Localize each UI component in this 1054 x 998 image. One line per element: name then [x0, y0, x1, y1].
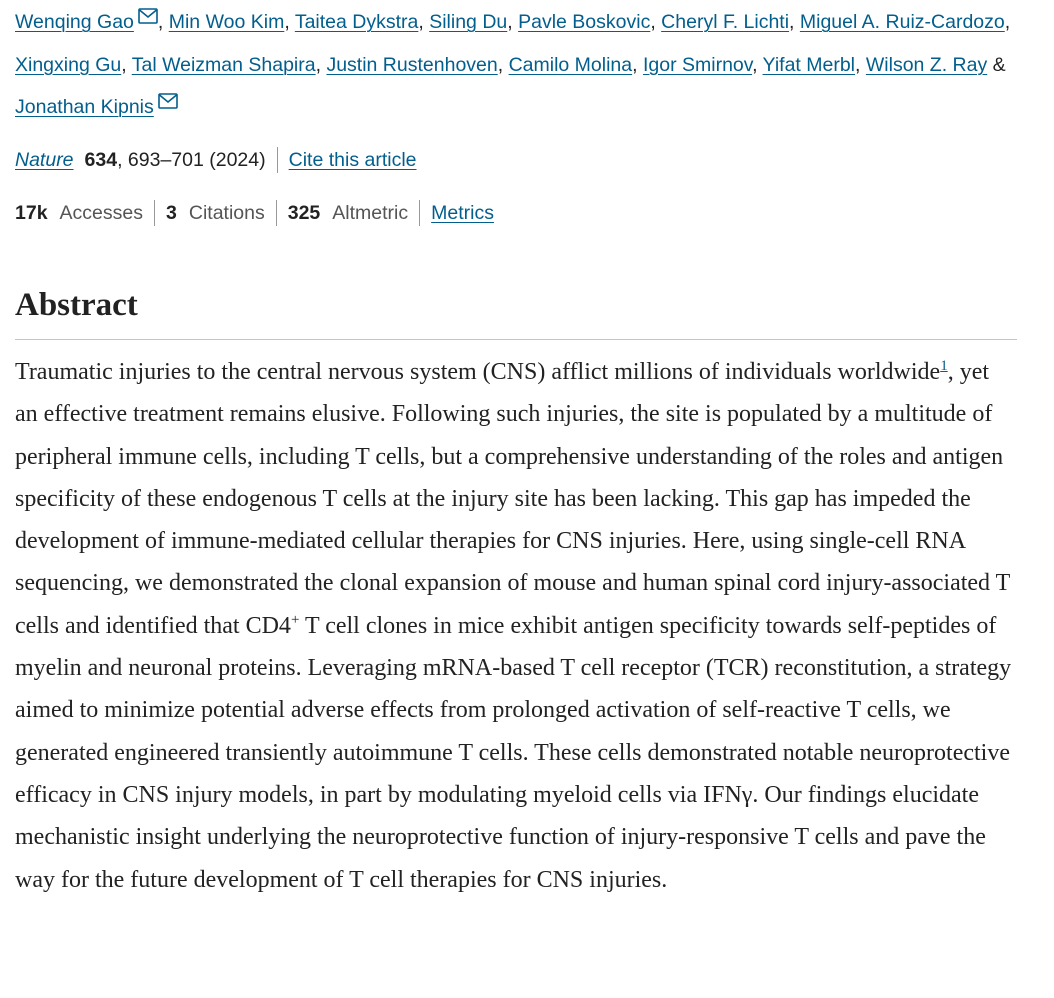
divider — [276, 200, 277, 226]
author-link[interactable]: Tal Weizman Shapira — [131, 53, 316, 76]
altmetric-label: Altmetric — [332, 201, 409, 224]
author-link[interactable]: Taitea Dykstra — [294, 11, 419, 33]
altmetric-score: 325 — [287, 201, 321, 224]
author-link[interactable]: Jonathan Kipnis — [15, 96, 154, 118]
pages-year: , 693–701 (2024) — [117, 148, 266, 171]
citations-label: Citations — [188, 201, 265, 224]
author-separator: , — [1004, 11, 1011, 33]
author-separator: , — [752, 53, 763, 76]
abstract-paragraph — [15, 351, 1017, 901]
author-link[interactable]: Wenqing Gao — [15, 11, 134, 33]
author-separator: , — [650, 11, 662, 33]
cite-article-link[interactable]: Cite this article — [288, 148, 417, 171]
author-list — [15, 0, 1017, 129]
mail-icon[interactable] — [138, 8, 158, 24]
author-separator: , — [855, 53, 866, 76]
citations-count: 3 — [166, 201, 177, 224]
author-separator: , — [632, 53, 643, 76]
author-link[interactable]: Justin Rustenhoven — [326, 53, 498, 76]
author-separator: , — [157, 11, 169, 33]
divider — [277, 147, 278, 173]
author-link[interactable]: Siling Du — [429, 11, 508, 33]
author-separator: , — [418, 11, 430, 33]
superscript-plus: + — [290, 611, 300, 628]
author-link[interactable]: Pavle Boskovic — [518, 11, 651, 33]
author-link[interactable]: Miguel A. Ruiz-Cardozo — [799, 11, 1005, 33]
author-separator: , — [315, 53, 327, 76]
abstract-heading: Abstract — [15, 287, 138, 323]
author-link[interactable]: Igor Smirnov — [642, 53, 753, 76]
section-divider — [15, 339, 1017, 340]
accesses-label: Accesses — [59, 201, 143, 224]
article-page — [15, 0, 1017, 893]
divider — [419, 200, 420, 226]
author-separator: , — [121, 53, 132, 76]
author-separator: , — [507, 11, 519, 33]
author-link[interactable]: Wilson Z. Ray — [865, 53, 988, 76]
journal-link[interactable]: Nature — [15, 148, 74, 171]
author-link[interactable]: Cheryl F. Lichti — [661, 11, 790, 33]
author-link[interactable]: Yifat Merbl — [762, 53, 856, 76]
abstract-text-part-3: T cell clones in mice exhibit antigen specificity towards self-peptides of myelin and neuronal proteins. Leveraging mRNA-based T cell receptor (TCR) reconstitution, a strategy aimed to minimize potential adverse effects from prolonged activation of self-reactive T cells, we generated engineered transiently autoimmune T cells. These cells demonstrated notable neuroprotective efficacy in CNS injury models, in part by modulating myeloid cells via IFNγ. Our findings elucidate mechanistic insight underlying the neuroprotective function of injury-responsive T cells and pave the way for the future development of T cell therapies for CNS injuries. — [15, 612, 1012, 893]
abstract-body — [15, 351, 1017, 901]
author-link[interactable]: Camilo Molina — [508, 53, 633, 76]
author-link[interactable]: Xingxing Gu — [15, 53, 122, 76]
author-separator: , — [284, 11, 295, 33]
author-separator: , — [497, 53, 509, 76]
metrics-link[interactable]: Metrics — [431, 201, 494, 224]
mail-icon[interactable] — [158, 93, 178, 109]
divider — [154, 200, 155, 226]
abstract-text-part-1: Traumatic injuries to the central nervous system (CNS) afflict millions of individuals worldwide — [15, 359, 941, 385]
accesses-count: 17k — [15, 201, 48, 224]
author-link[interactable]: Min Woo Kim — [168, 11, 285, 33]
metrics-bar — [15, 199, 1017, 227]
abstract-text-part-2: , yet an effective treatment remains elusive. Following such injuries, the site is populated by a multitude of peripheral immune cells, including T cells, but a comprehensive understanding of the roles and antigen specificity of these endogenous T cells at the injury site has been lacking. This gap has impeded the development of immune-mediated cellular therapies for CNS injuries. Here, using single-cell RNA sequencing, we demonstrated the clonal expansion of mouse and human spinal cord injury-associated T cells and identified that CD4 — [15, 359, 1010, 639]
reference-link[interactable]: 1 — [940, 358, 948, 374]
author-separator: & — [987, 53, 1006, 76]
citation-line — [15, 146, 1017, 174]
author-separator: , — [789, 11, 800, 33]
volume-number: 634 — [84, 148, 118, 171]
